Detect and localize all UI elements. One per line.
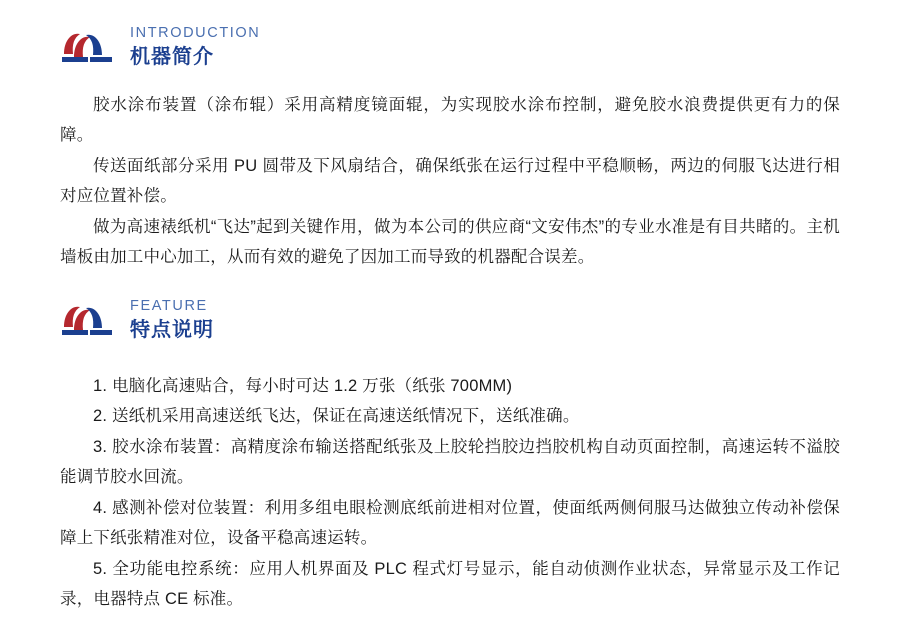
list-item: 3. 胶水涂布装置：高精度涂布输送搭配纸张及上胶轮挡胶边挡胶机构自动页面控制，高速运转不溢胶能调节胶水回流。 (60, 437, 840, 487)
company-logo-icon (60, 297, 116, 341)
list-item: 5. 全功能电控系统：应用人机界面及 PLC 程式灯号显示，能自动侦测作业状态，异常显示及工作记录，电器特点 CE 标准。 (60, 559, 840, 609)
section-header-introduction (60, 0, 840, 72)
section-header-feature (60, 273, 840, 345)
paragraph: 胶水涂布装置（涂布辊）采用高精度镜面辊，为实现胶水涂布控制，避免胶水浪费提供更有力的保障。 (60, 95, 840, 145)
section-title-en: INTRODUCTION (130, 25, 261, 41)
list-item: 1. 电脑化高速贴合，每小时可达 1.2 万张（纸张 700MM) (93, 376, 513, 395)
feature-list (60, 371, 840, 615)
paragraph: 做为高速裱纸机“飞达”起到关键作用，做为本公司的供应商“文安伟杰”的专业水准是有目共睹的。主机墙板由加工中心加工，从而有效的避免了因加工而导致的机器配合误差。 (60, 217, 840, 267)
section-title-group (130, 22, 260, 72)
list-item: 4. 感测补偿对位装置：利用多组电眼检测底纸前进相对位置，使面纸两侧伺服马达做独立传动补偿保障上下纸张精准对位，设备平稳高速运转。 (60, 498, 840, 548)
section-title-cn: 机器简介 (130, 45, 214, 68)
company-logo-icon (60, 24, 116, 68)
paragraph: 传送面纸部分采用 PU 圆带及下风扇结合，确保纸张在运行过程中平稳顺畅，两边的伺服飞达进行相对应位置补偿。 (60, 156, 840, 206)
list-item: 2. 送纸机采用高速送纸飞达，保证在高速送纸情况下，送纸准确。 (93, 407, 580, 426)
introduction-body (60, 90, 840, 273)
section-title-group (130, 295, 214, 345)
section-title-en: FEATURE (130, 297, 208, 314)
section-title-cn: 特点说明 (130, 318, 214, 341)
